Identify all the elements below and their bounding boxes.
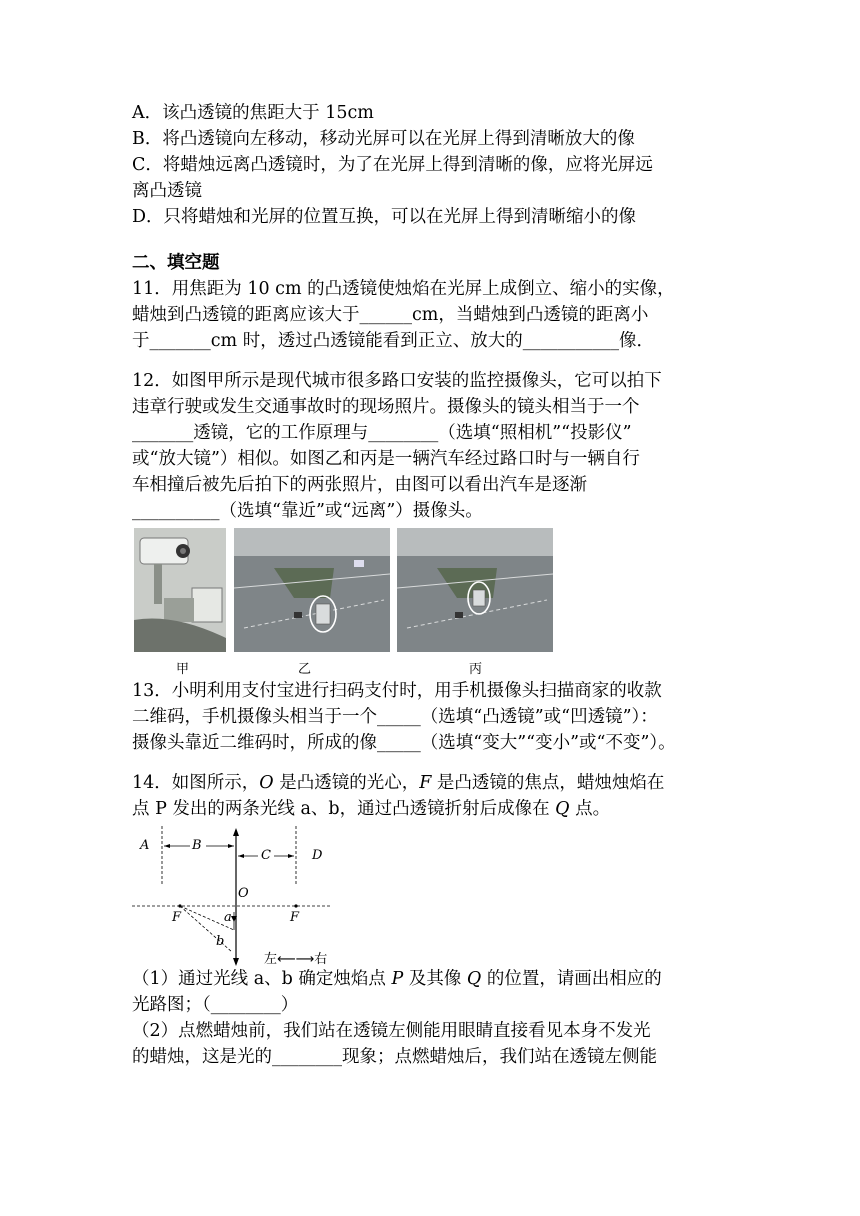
- q12-line4: 或“放大镜”）相似。如图乙和丙是一辆汽车经过路口时与一辆自行: [132, 449, 640, 469]
- option-c-line1: C．将蜡烛远离凸透镜时，为了在光屏上得到清晰的像，应将光屏远: [132, 155, 653, 175]
- caption-yi: 乙: [298, 662, 312, 677]
- document-page: [132, 100, 730, 1070]
- direction-label: 左⟵⟶右: [264, 952, 328, 967]
- q11-line2: 蜡烛到凸透镜的距离应该大于______cm，当蜡烛到凸透镜的距离小: [132, 305, 649, 325]
- option-c-line2: 离凸透镜: [132, 181, 202, 201]
- q13-line1: 13．小明利用支付宝进行扫码支付时，用手机摄像头扫描商家的收款: [132, 681, 662, 701]
- traffic-photo-2: [397, 528, 553, 652]
- q14-part2-line1: （2）点燃蜡烛前，我们站在透镜左侧能用眼睛直接看见本身不发光: [132, 1021, 651, 1041]
- q12-line1: 12．如图甲所示是现代城市很多路口安装的监控摄像头，它可以拍下: [132, 371, 662, 391]
- q13-line3: 摄像头靠近二维码时，所成的像_____（选填“变大”“变小”或“不变”）。: [132, 733, 676, 753]
- q12-line3: _______透镜，它的工作原理与________（选填“照相机”“投影仪”: [132, 423, 632, 443]
- q14-part1-line2: 光路图；（________）: [132, 995, 299, 1015]
- option-d: D．只将蜡烛和光屏的位置互换，可以在光屏上得到清晰缩小的像: [132, 207, 637, 227]
- q14-line1: 14．如图所示，O 是凸透镜的光心，F 是凸透镜的焦点，蜡烛烛焰在: [132, 773, 665, 793]
- question-11: [132, 276, 730, 354]
- q12-line5: 车相撞后被先后拍下的两张照片，由图可以看出汽车是逐渐: [132, 475, 587, 495]
- q14-part1-line1: （1）通过光线 a、b 确定烛焰点 P 及其像 Q 的位置，请画出相应的: [132, 969, 662, 989]
- question-13: [132, 678, 730, 756]
- caption-jia: 甲: [176, 662, 190, 677]
- traffic-photo-1: [234, 528, 390, 652]
- question-14: [132, 770, 730, 1070]
- question-12: [132, 368, 730, 678]
- q13-line2: 二维码，手机摄像头相当于一个_____（选填“凸透镜”或“凹透镜”）：: [132, 707, 658, 727]
- q11-line3: 于_______cm 时，透过凸透镜能看到正立、放大的___________像．: [132, 331, 654, 351]
- q12-line2: 违章行驶或发生交通事故时的现场照片。摄像头的镜头相当于一个: [132, 397, 640, 417]
- option-a: A．该凸透镜的焦距大于 15cm: [132, 103, 374, 123]
- q11-line1: 11．用焦距为 10 cm 的凸透镜使烛焰在光屏上成倒立、缩小的实像，: [132, 279, 675, 299]
- q14-part2-line2: 的蜡烛，这是光的________现象；点燃蜡烛后，我们站在透镜左侧能: [132, 1047, 657, 1067]
- q12-line6: __________（选填“靠近”或“远离”）摄像头。: [132, 501, 483, 521]
- section-title: 二、填空题: [132, 253, 220, 273]
- q14-line2: 点 P 发出的两条光线 a、b，通过凸透镜折射后成像在 Q 点。: [132, 799, 611, 819]
- camera-photo: [134, 528, 226, 652]
- caption-bing: 丙: [469, 662, 483, 677]
- lens-diagram: A B C D O F F a b 左⟵⟶右: [132, 826, 730, 966]
- photo-row: [132, 528, 730, 678]
- option-b: B．将凸透镜向左移动，移动光屏可以在光屏上得到清晰放大的像: [132, 129, 635, 149]
